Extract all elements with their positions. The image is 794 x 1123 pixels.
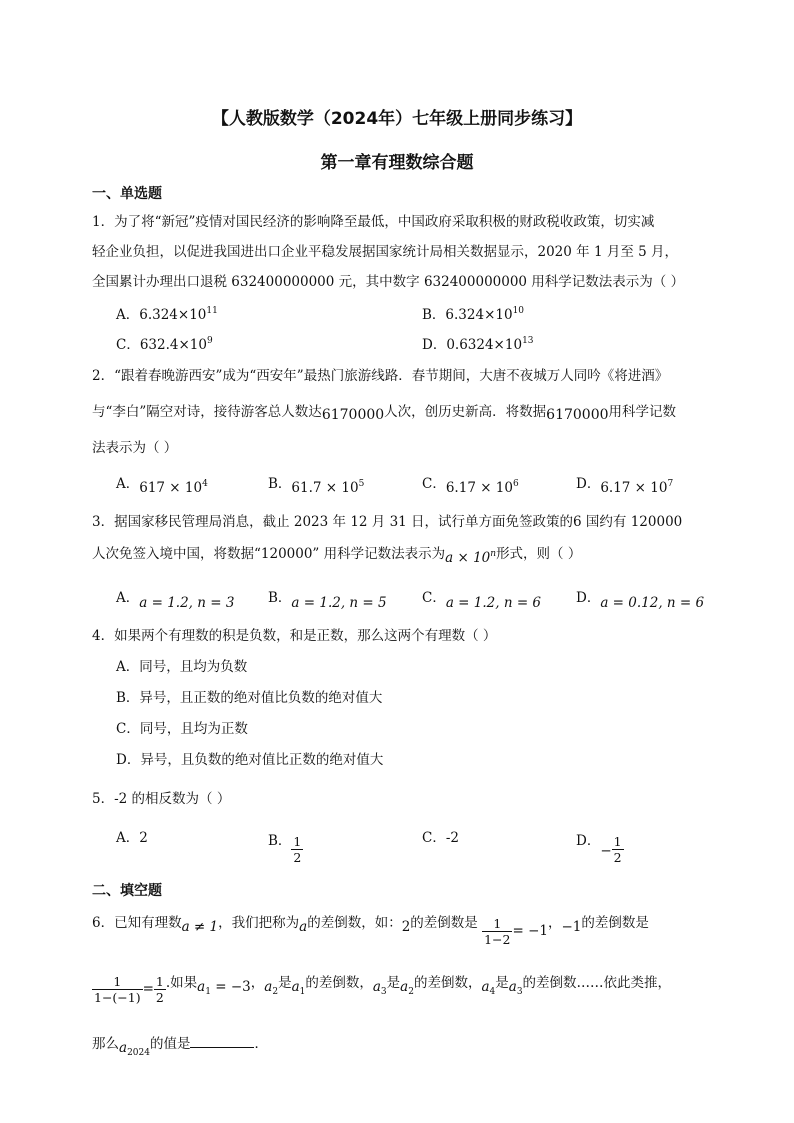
- q2-option-c[interactable]: C．$6.17 \times 10^6$: [422, 476, 519, 496]
- q4-option-a[interactable]: A．同号，且均为负数: [116, 659, 248, 675]
- q1-option-b[interactable]: B．$6.324\times 10^{10}$: [422, 306, 525, 323]
- q3-line2: 人次免签入境中国，将数据“120000” 用科学记数法表示为$a \times 10^n$形式，则（ ）: [92, 546, 582, 566]
- q5-option-c[interactable]: C．-2: [422, 830, 459, 846]
- q2-line3: 法表示为（ ）: [92, 440, 178, 456]
- q1-line2: 轻企业负担，以促进我国进出口企业平稳发展据国家统计局相关数据显示，2020 年 1 月至 5 月，: [92, 244, 678, 260]
- q3-option-d[interactable]: D．a = 0.12, n = 6: [576, 590, 705, 611]
- q5-option-d[interactable]: D．− $\frac{1}{2}$: [576, 833, 622, 865]
- section-heading-fill-blank: 二、填空题: [92, 883, 162, 899]
- q4-stem: 4．如果两个有理数的积是负数，和是正数，那么这两个有理数（ ）: [92, 628, 497, 644]
- q2-line1: 2．“跟着春晚游西安”成为“西安年”最热门旅游线路．春节期间，大唐不夜城万人同吟《将进酒》: [92, 368, 669, 384]
- q4-option-c[interactable]: C．同号，且均为正数: [116, 721, 248, 737]
- q5-option-b[interactable]: B． $\frac{1}{2}$: [268, 833, 302, 865]
- q4-option-b[interactable]: B．异号，且正数的绝对值比负数的绝对值大: [116, 690, 383, 706]
- q3-line1: 3．据国家移民管理局消息，截止 2023 年 12 月 31 日，试行单方面免签政策的6 国约有 120000: [92, 514, 683, 530]
- q2-line2: 与“李白”隔空对诗，接待游客总人数达6170000人次，创历史新高．将数据6170000用科学记数: [92, 404, 677, 423]
- fraction: $\frac{1}{1-2}$: [484, 916, 511, 947]
- q2-option-b[interactable]: B．$61.7 \times 10^5$: [268, 476, 365, 496]
- q6-line2: $\frac{1}{1-(-1)}$ = $\frac{1}{2}$ .如果$a_1 = -3$，$a_2$是$a_1$的差倒数，$a_3$是$a_2$的差倒数，$a_4$是$a_3$的差倒数……依此类推，: [94, 974, 672, 1005]
- q6-line3: 那么$a_{2024}$的值是 ．: [92, 1036, 268, 1058]
- q5-stem: 5．-2 的相反数为（ ）: [92, 791, 231, 807]
- q3-option-a[interactable]: A．a = 1.2, n = 3: [116, 590, 235, 611]
- fraction: $\frac{1}{2}$: [613, 834, 622, 865]
- fraction: $\frac{1}{1-(-1)}$: [94, 974, 141, 1005]
- q1-line3: 全国累计办理出口退税 632400000000 元，其中数字 632400000000 用科学记数法表示为（ ）: [92, 274, 685, 290]
- q1-line1: 1．为了将“新冠”疫情对国民经济的影响降至最低，中国政府采取积极的财政税收政策，切实减: [92, 214, 655, 230]
- q1-option-a[interactable]: A．$6.324\times 10^{11}$: [116, 306, 218, 323]
- q6-line1: 6．已知有理数a ≠ 1，我们把称为a的差倒数，如：2的差倒数是 $\frac{1}{1-2}$ = −1，−1的差倒数是: [92, 915, 649, 947]
- fraction: $\frac{1}{2}$: [293, 834, 302, 865]
- q5-option-a[interactable]: A．2: [116, 830, 148, 846]
- section-heading-single-choice: 一、单选题: [92, 186, 162, 202]
- page-title: 【人教版数学（2024年）七年级上册同步练习】: [211, 109, 583, 129]
- q2-option-d[interactable]: D．$6.17 \times 10^7$: [576, 476, 674, 496]
- q3-option-b[interactable]: B．a = 1.2, n = 5: [268, 590, 387, 611]
- q1-option-d[interactable]: D．$0.6324\times 10^{13}$: [422, 336, 534, 353]
- page-subtitle: 第一章有理数综合题: [320, 153, 474, 173]
- q2-option-a[interactable]: A．$617 \times 10^4$: [116, 476, 208, 496]
- fraction: $\frac{1}{2}$: [155, 974, 164, 1005]
- q3-option-c[interactable]: C．a = 1.2, n = 6: [422, 590, 542, 611]
- q4-option-d[interactable]: D．异号，且负数的绝对值比正数的绝对值大: [116, 752, 384, 768]
- q1-option-c[interactable]: C．$632.4\times 10^9$: [116, 336, 213, 353]
- answer-blank[interactable]: [190, 1034, 254, 1048]
